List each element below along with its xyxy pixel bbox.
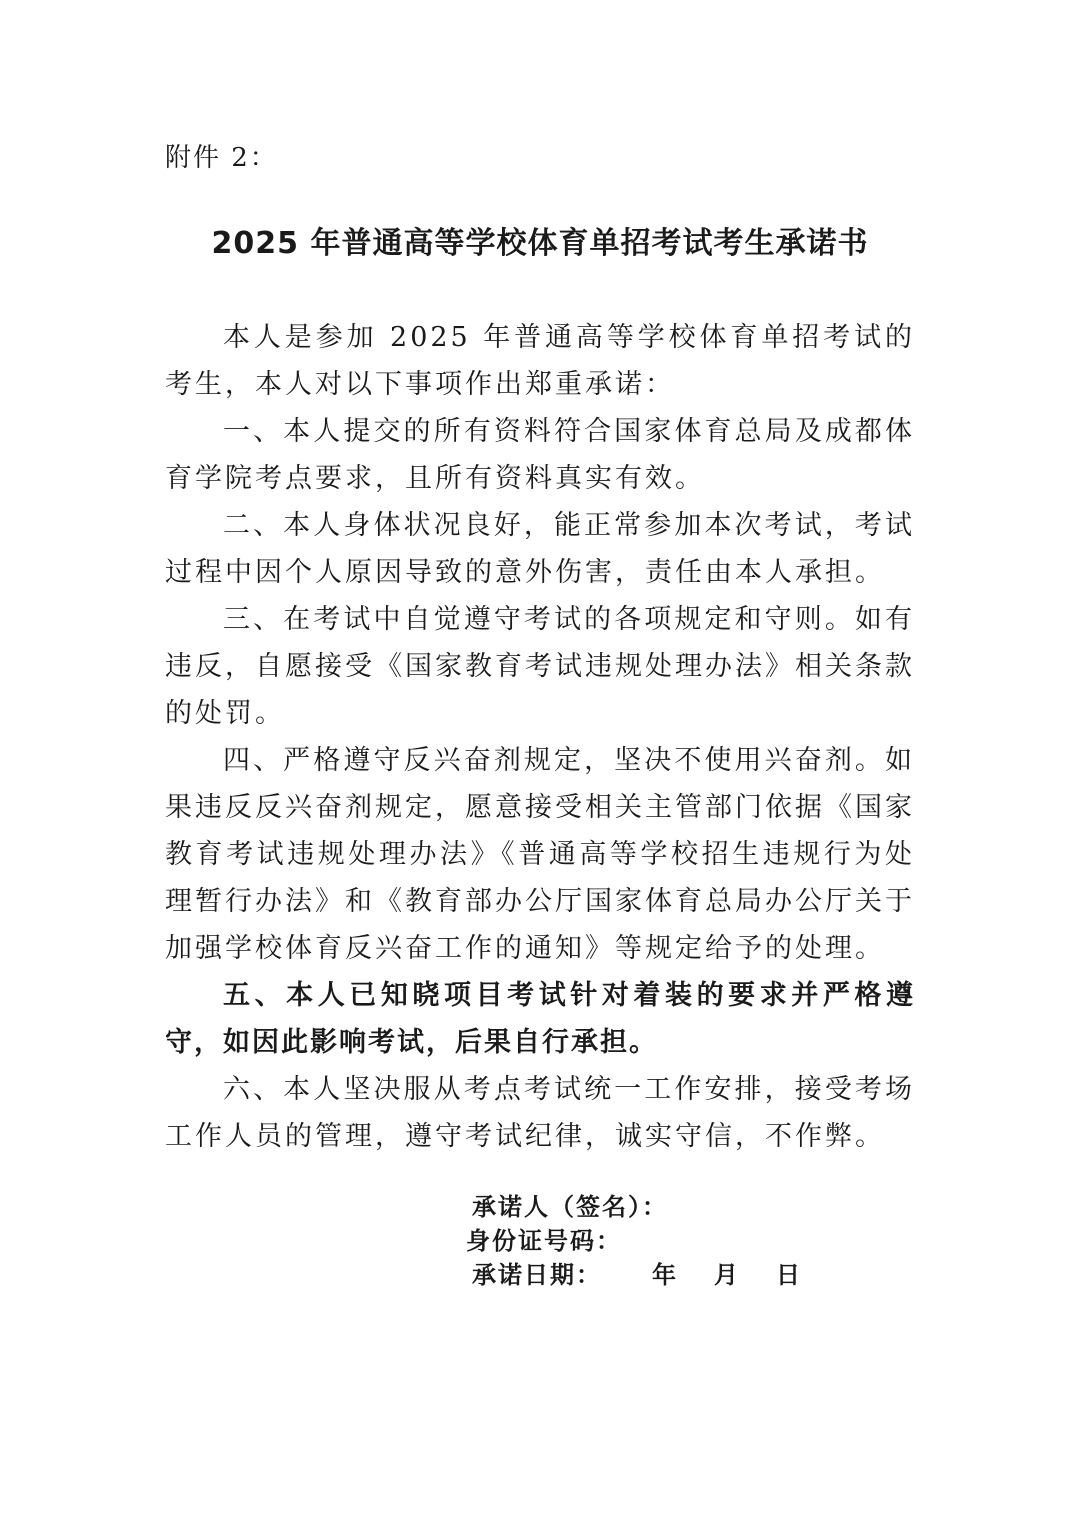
document-body — [165, 314, 915, 1160]
month-label: 月 — [714, 1261, 740, 1289]
date-row — [466, 1258, 802, 1292]
attachment-label: 附件 2： — [165, 143, 278, 173]
date-label: 承诺日期： — [472, 1261, 602, 1289]
signature-block — [466, 1190, 802, 1292]
pledge-item-5: 五、本人已知晓项目考试针对着装的要求并严格遵守，如因此影响考试，后果自行承担。 — [165, 980, 915, 1058]
document-title: 2025 年普通高等学校体育单招考试考生承诺书 — [211, 226, 869, 261]
day-label: 日 — [776, 1261, 802, 1289]
pledge-item-2: 二、本人身体状况良好，能正常参加本次考试，考试过程中因个人原因导致的意外伤害，责任由本人承担。 — [165, 510, 915, 588]
pledge-item-6: 六、本人坚决服从考点考试统一工作安排，接受考场工作人员的管理，遵守考试纪律，诚实守信，不作弊。 — [165, 1074, 915, 1152]
intro-paragraph: 本人是参加 2025 年普通高等学校体育单招考试的考生，本人对以下事项作出郑重承诺： — [165, 322, 915, 400]
id-number-label: 身份证号码： — [466, 1227, 622, 1255]
signer-label: 承诺人（签名）： — [472, 1193, 668, 1221]
pledge-item-3: 三、在考试中自觉遵守考试的各项规定和守则。如有违反，自愿接受《国家教育考试违规处理办法》相关条款的处罚。 — [165, 604, 915, 729]
year-label: 年 — [652, 1261, 678, 1289]
pledge-item-4: 四、严格遵守反兴奋剂规定，坚决不使用兴奋剂。如果违反反兴奋剂规定，愿意接受相关主管部门依据《国家教育考试违规处理办法》《普通高等学校招生违规行为处理暂行办法》和《教育部办公厅国家体育总局办公厅关于加强学校体育反兴奋工作的通知》等规定给予的处理。 — [165, 745, 915, 964]
pledge-item-1: 一、本人提交的所有资料符合国家体育总局及成都体育学院考点要求，且所有资料真实有效。 — [165, 416, 915, 494]
